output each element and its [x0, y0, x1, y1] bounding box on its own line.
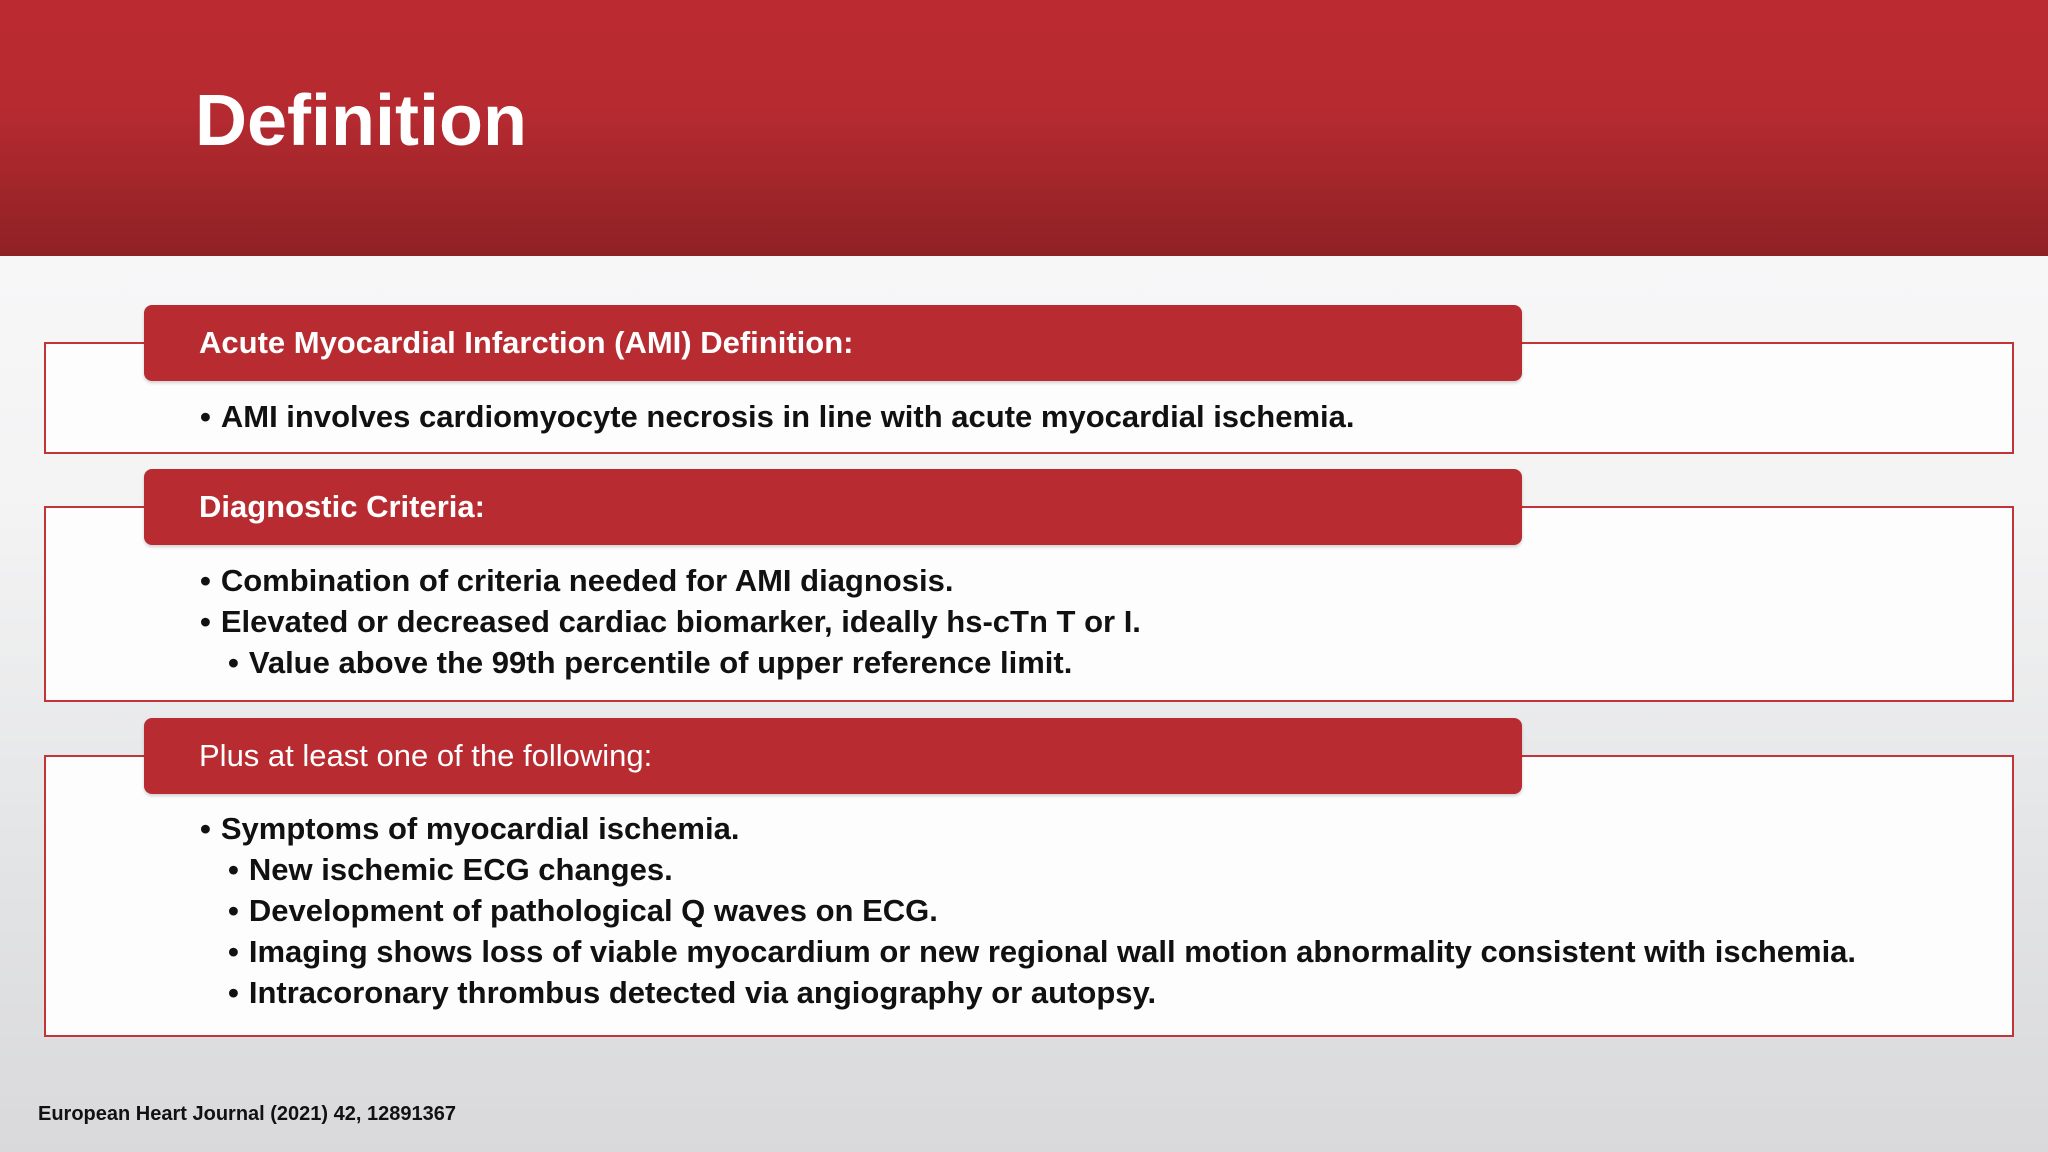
slide-header	[0, 0, 2048, 256]
bullet-item: • Elevated or decreased cardiac biomarker, ideally hs-cTn T or I.	[200, 601, 1141, 642]
section-heading-additional-criteria	[144, 718, 1522, 794]
bullet-item: • AMI involves cardiomyocyte necrosis in line with acute myocardial ischemia.	[200, 396, 1355, 437]
section-heading-label: Diagnostic Criteria:	[199, 489, 485, 524]
sub-bullet-item: • Intracoronary thrombus detected via angiography or autopsy.	[200, 972, 1856, 1013]
slide-title: Definition	[195, 81, 527, 161]
sub-bullet-item: • Development of pathological Q waves on ECG.	[200, 890, 1856, 931]
section-heading-label: Plus at least one of the following:	[199, 738, 653, 773]
bullet-item: • Combination of criteria needed for AMI diagnosis.	[200, 560, 1141, 601]
section-heading-label: Acute Myocardial Infarction (AMI) Definition:	[199, 325, 854, 360]
bullet-list-additional-criteria	[200, 808, 1856, 1013]
bullet-list-ami-definition	[200, 396, 1355, 437]
bullet-item: • Symptoms of myocardial ischemia.	[200, 808, 1856, 849]
sub-bullet-item: • New ischemic ECG changes.	[200, 849, 1856, 890]
section-heading-ami-definition	[144, 305, 1522, 381]
sub-bullet-item: • Imaging shows loss of viable myocardium or new regional wall motion abnormality consistent with ischemia.	[200, 931, 1856, 972]
sub-bullet-item: • Value above the 99th percentile of upper reference limit.	[200, 642, 1141, 683]
citation: European Heart Journal (2021) 42, 12891367	[38, 1103, 456, 1125]
bullet-list-diagnostic-criteria	[200, 560, 1141, 683]
section-heading-diagnostic-criteria	[144, 469, 1522, 545]
